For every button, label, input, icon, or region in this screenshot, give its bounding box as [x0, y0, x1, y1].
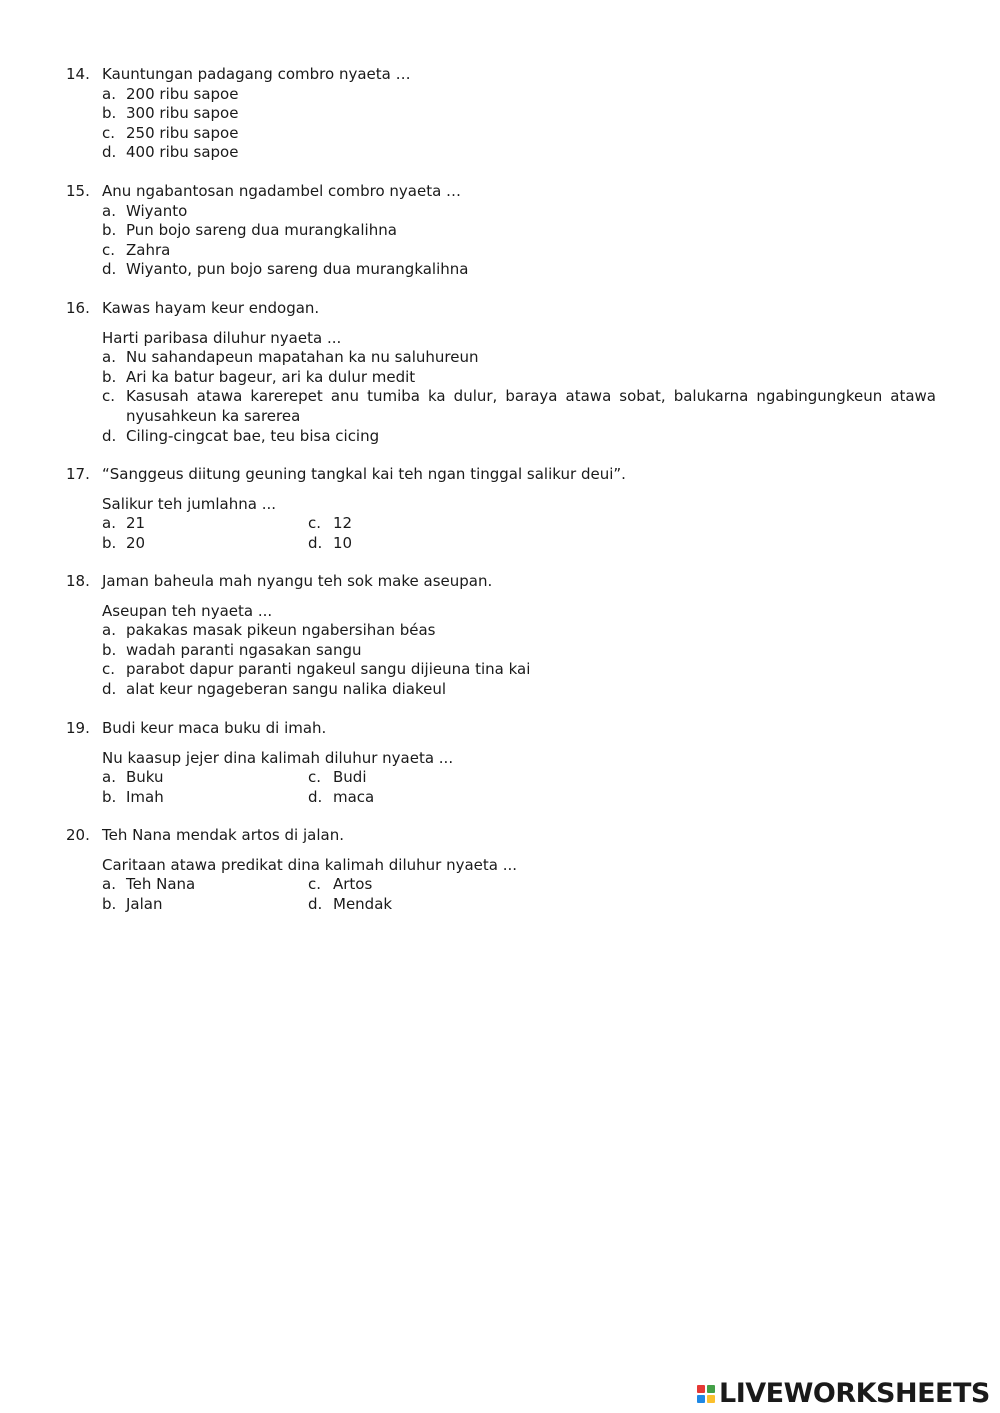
option-c[interactable]: Artos: [333, 875, 373, 894]
option-text: Kasusah atawa karerepet anu tumiba ka dulur, baraya atawa sobat, balukarna ngabingungkeun atawa nyusahkeun ka sarerea: [126, 387, 936, 425]
question-stem: Teh Nana mendak artos di jalan.: [102, 826, 344, 844]
option-b[interactable]: 20: [126, 533, 146, 552]
question-stem: Kawas hayam keur endogan.: [102, 299, 320, 317]
option-letter: d.: [102, 260, 117, 279]
option-text: pakakas masak pikeun ngabersihan béas: [126, 621, 436, 640]
question-stem-row: [66, 65, 936, 85]
option-letter: d.: [308, 787, 323, 806]
question-number: 15.: [66, 182, 90, 200]
option-letter: a.: [102, 875, 116, 894]
question-number: 18.: [66, 572, 90, 590]
question-14: [66, 65, 936, 163]
question-stem: Budi keur maca buku di imah.: [102, 719, 327, 737]
question-stem-row: [66, 299, 936, 319]
option-letter: b.: [102, 367, 117, 386]
option-row: [66, 534, 936, 554]
option-letter: b.: [102, 787, 117, 806]
question-18: [66, 572, 936, 700]
option-b[interactable]: [66, 368, 936, 388]
option-letter: a.: [102, 621, 116, 640]
option-d[interactable]: Mendak: [333, 894, 393, 913]
option-letter: d.: [308, 894, 323, 913]
option-letter: c.: [102, 240, 116, 259]
option-letter: c.: [308, 875, 322, 894]
option-letter: c.: [308, 514, 322, 533]
question-prompt: Salikur teh jumlahna ...: [102, 494, 277, 513]
option-text: Ari ka batur bageur, ari ka dulur medit: [126, 367, 416, 386]
option-d[interactable]: maca: [333, 787, 375, 806]
question-number: 14.: [66, 65, 90, 83]
option-letter: b.: [102, 533, 117, 552]
option-letter: b.: [102, 221, 117, 240]
option-letter: a.: [102, 514, 116, 533]
question-stem-row: [66, 182, 936, 202]
option-text: 300 ribu sapoe: [126, 104, 239, 123]
question-stem: Jaman baheula mah nyangu teh sok make aseupan.: [102, 572, 493, 590]
option-letter: d.: [102, 143, 117, 162]
option-c[interactable]: [66, 660, 936, 680]
question-15: [66, 182, 936, 280]
question-stem-row: [66, 572, 936, 592]
option-a[interactable]: 21: [126, 514, 146, 533]
question-prompt: Harti paribasa diluhur nyaeta ...: [102, 328, 342, 347]
question-number: 20.: [66, 826, 90, 844]
question-stem: Kauntungan padagang combro nyaeta …: [102, 65, 411, 83]
question-number: 16.: [66, 299, 90, 317]
question-prompt: Caritaan atawa predikat dina kalimah diluhur nyaeta ...: [102, 855, 518, 874]
logo-square: [707, 1385, 715, 1393]
option-text: alat keur ngageberan sangu nalika diakeul: [126, 679, 447, 698]
option-row: [66, 875, 936, 895]
question-stem-row: [66, 465, 936, 485]
option-c[interactable]: [66, 241, 936, 261]
option-a[interactable]: [66, 621, 936, 641]
question-19: [66, 719, 936, 807]
option-text: 250 ribu sapoe: [126, 123, 239, 142]
option-a[interactable]: [66, 348, 936, 368]
option-d[interactable]: [66, 143, 936, 163]
option-d[interactable]: 10: [333, 533, 353, 552]
option-letter: b.: [102, 640, 117, 659]
option-letter: c.: [102, 660, 116, 679]
logo-text: LIVEWORKSHEETS: [719, 1378, 990, 1409]
option-letter: d.: [102, 679, 117, 698]
question-prompt: Nu kaasup jejer dina kalimah diluhur nyaeta ...: [102, 748, 454, 767]
question-number: 19.: [66, 719, 90, 737]
logo-square: [707, 1395, 715, 1403]
option-row: [66, 788, 936, 808]
liveworksheets-logo[interactable]: [697, 1378, 990, 1410]
option-letter: a.: [102, 348, 116, 367]
option-c[interactable]: Budi: [333, 768, 367, 787]
option-c[interactable]: [66, 124, 936, 144]
option-c[interactable]: 12: [333, 514, 353, 533]
option-letter: a.: [102, 84, 116, 103]
option-a[interactable]: Teh Nana: [126, 875, 196, 894]
option-letter: d.: [102, 426, 117, 445]
option-d[interactable]: [66, 427, 936, 447]
option-b[interactable]: [66, 104, 936, 124]
option-b[interactable]: Jalan: [126, 894, 163, 913]
question-20: [66, 826, 936, 914]
question-prompt: Aseupan teh nyaeta ...: [102, 601, 273, 620]
option-b[interactable]: [66, 221, 936, 241]
option-letter: d.: [308, 533, 323, 552]
option-text: 400 ribu sapoe: [126, 143, 239, 162]
question-stem: “Sanggeus diitung geuning tangkal kai teh ngan tinggal salikur deui”.: [102, 465, 626, 483]
option-text: parabot dapur paranti ngakeul sangu dijieuna tina kai: [126, 660, 531, 679]
option-b[interactable]: [66, 641, 936, 661]
option-text: Pun bojo sareng dua murangkalihna: [126, 221, 397, 240]
option-letter: a.: [102, 201, 116, 220]
option-letter: c.: [102, 123, 116, 142]
option-letter: b.: [102, 894, 117, 913]
option-text: Ciling-cingcat bae, teu bisa cicing: [126, 426, 380, 445]
option-row: [66, 514, 936, 534]
option-row: [66, 768, 936, 788]
option-a[interactable]: [66, 202, 936, 222]
logo-square: [697, 1385, 705, 1393]
option-d[interactable]: [66, 680, 936, 700]
option-a[interactable]: Buku: [126, 768, 164, 787]
question-17: [66, 465, 936, 553]
option-text: Wiyanto: [126, 201, 188, 220]
option-a[interactable]: [66, 85, 936, 105]
option-text: wadah paranti ngasakan sangu: [126, 640, 362, 659]
option-letter: c.: [308, 768, 322, 787]
question-stem-row: [66, 719, 936, 739]
option-c[interactable]: [66, 387, 936, 426]
option-letter: c.: [102, 387, 116, 406]
question-number: 17.: [66, 465, 90, 483]
option-d[interactable]: [66, 260, 936, 280]
option-text: 200 ribu sapoe: [126, 84, 239, 103]
logo-square: [697, 1395, 705, 1403]
logo-mark-icon: [697, 1385, 715, 1403]
option-text: Nu sahandapeun mapatahan ka nu saluhureun: [126, 348, 479, 367]
option-letter: b.: [102, 104, 117, 123]
option-text: Zahra: [126, 240, 171, 259]
option-row: [66, 895, 936, 915]
question-stem-row: [66, 826, 936, 846]
option-b[interactable]: Imah: [126, 787, 164, 806]
question-16: [66, 299, 936, 446]
option-letter: a.: [102, 768, 116, 787]
option-text: Wiyanto, pun bojo sareng dua murangkalihna: [126, 260, 469, 279]
question-stem: Anu ngabantosan ngadambel combro nyaeta …: [102, 182, 462, 200]
